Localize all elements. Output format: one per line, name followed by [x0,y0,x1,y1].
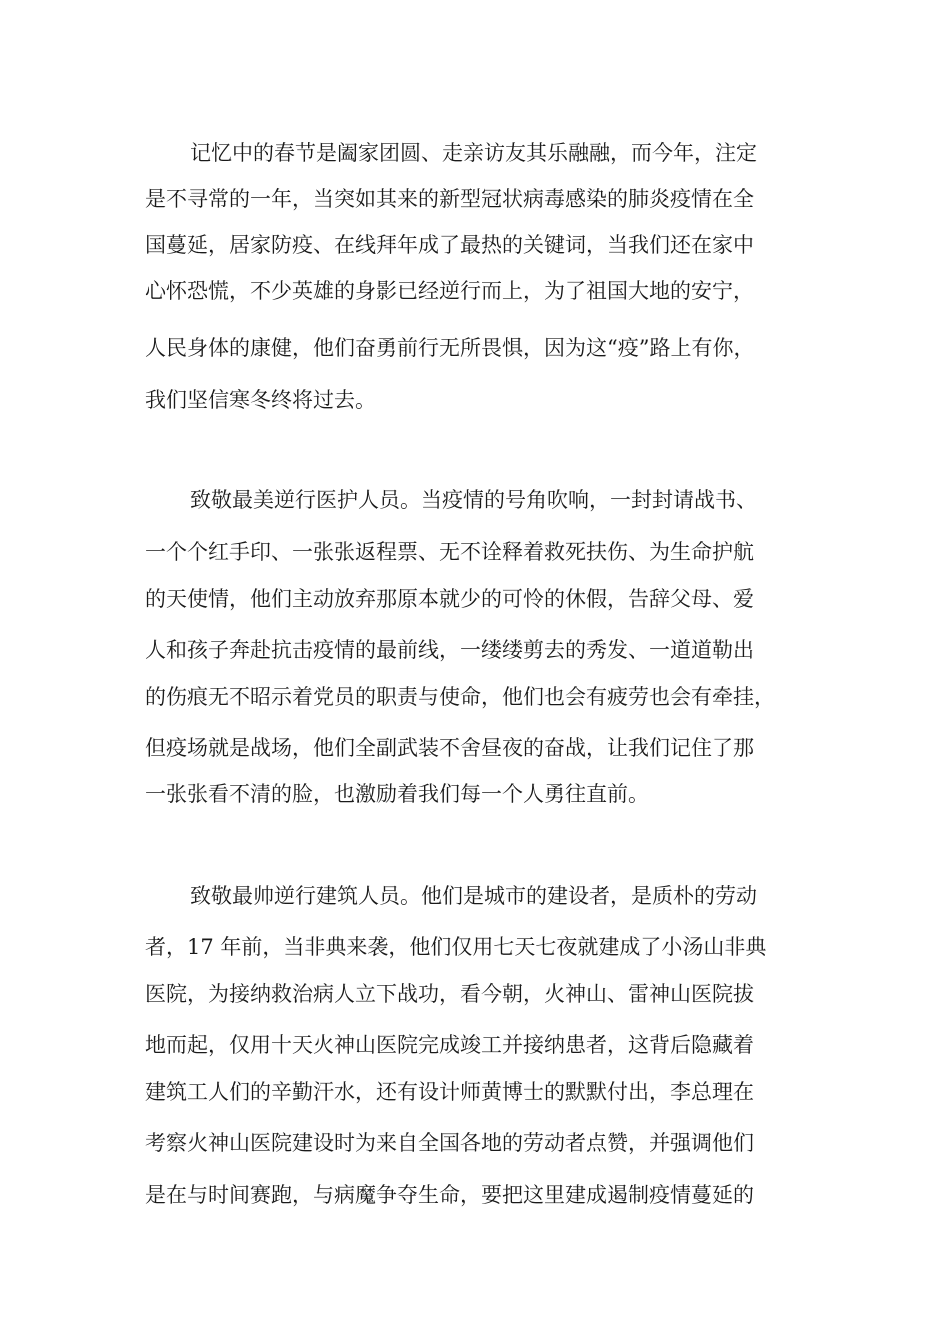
paragraph-line: 者，17 年前，当非典来袭，他们仅用七天七夜就建成了小汤山非典 [145,935,767,959]
paragraph-line: 一个个红手印、一张张返程票、无不诠释着救死扶伤、为生命护航 [145,540,754,564]
paragraph-line: 的伤痕无不昭示着党员的职责与使命，他们也会有疲劳也会有牵挂， [145,685,775,709]
paragraph-line: 国蔓延，居家防疫、在线拜年成了最热的关键词，当我们还在家中 [145,233,754,257]
paragraph-line: 人民身体的康健，他们奋勇前行无所畏惧，因为这“疫”路上有你， [145,336,755,360]
paragraph-line: 医院，为接纳救治病人立下战功，看今朝，火神山、雷神山医院拔 [145,982,754,1006]
paragraph-line: 人和孩子奔赴抗击疫情的最前线，一缕缕剪去的秀发、一道道勒出 [145,638,754,662]
paragraph-line: 致敬最美逆行医护人员。当疫情的号角吹响，一封封请战书、 [190,488,757,512]
paragraph-line: 我们坚信寒冬终将过去。 [145,388,376,412]
paragraph-line: 一张张看不清的脸，也激励着我们每一个人勇往直前。 [145,782,649,806]
paragraph-line: 考察火神山医院建设时为来自全国各地的劳动者点赞，并强调他们 [145,1131,754,1155]
paragraph-line: 是不寻常的一年，当突如其来的新型冠状病毒感染的肺炎疫情在全 [145,187,754,211]
paragraph-line: 心怀恐慌，不少英雄的身影已经逆行而上，为了祖国大地的安宁， [145,279,754,303]
paragraph-line: 是在与时间赛跑，与病魔争夺生命，要把这里建成遏制疫情蔓延的 [145,1183,754,1207]
paragraph-line: 建筑工人们的辛勤汗水，还有设计师黄博士的默默付出，李总理在 [145,1080,754,1104]
paragraph-line: 记忆中的春节是阖家团圆、走亲访友其乐融融，而今年，注定 [190,141,757,165]
paragraph-line: 地而起，仅用十天火神山医院完成竣工并接纳患者，这背后隐藏着 [145,1033,754,1057]
paragraph-line: 的天使情，他们主动放弃那原本就少的可怜的休假，告辞父母、爱 [145,587,754,611]
paragraph-line: 致敬最帅逆行建筑人员。他们是城市的建设者，是质朴的劳动 [190,884,757,908]
paragraph-line: 但疫场就是战场，他们全副武装不舍昼夜的奋战，让我们记住了那 [145,736,754,760]
